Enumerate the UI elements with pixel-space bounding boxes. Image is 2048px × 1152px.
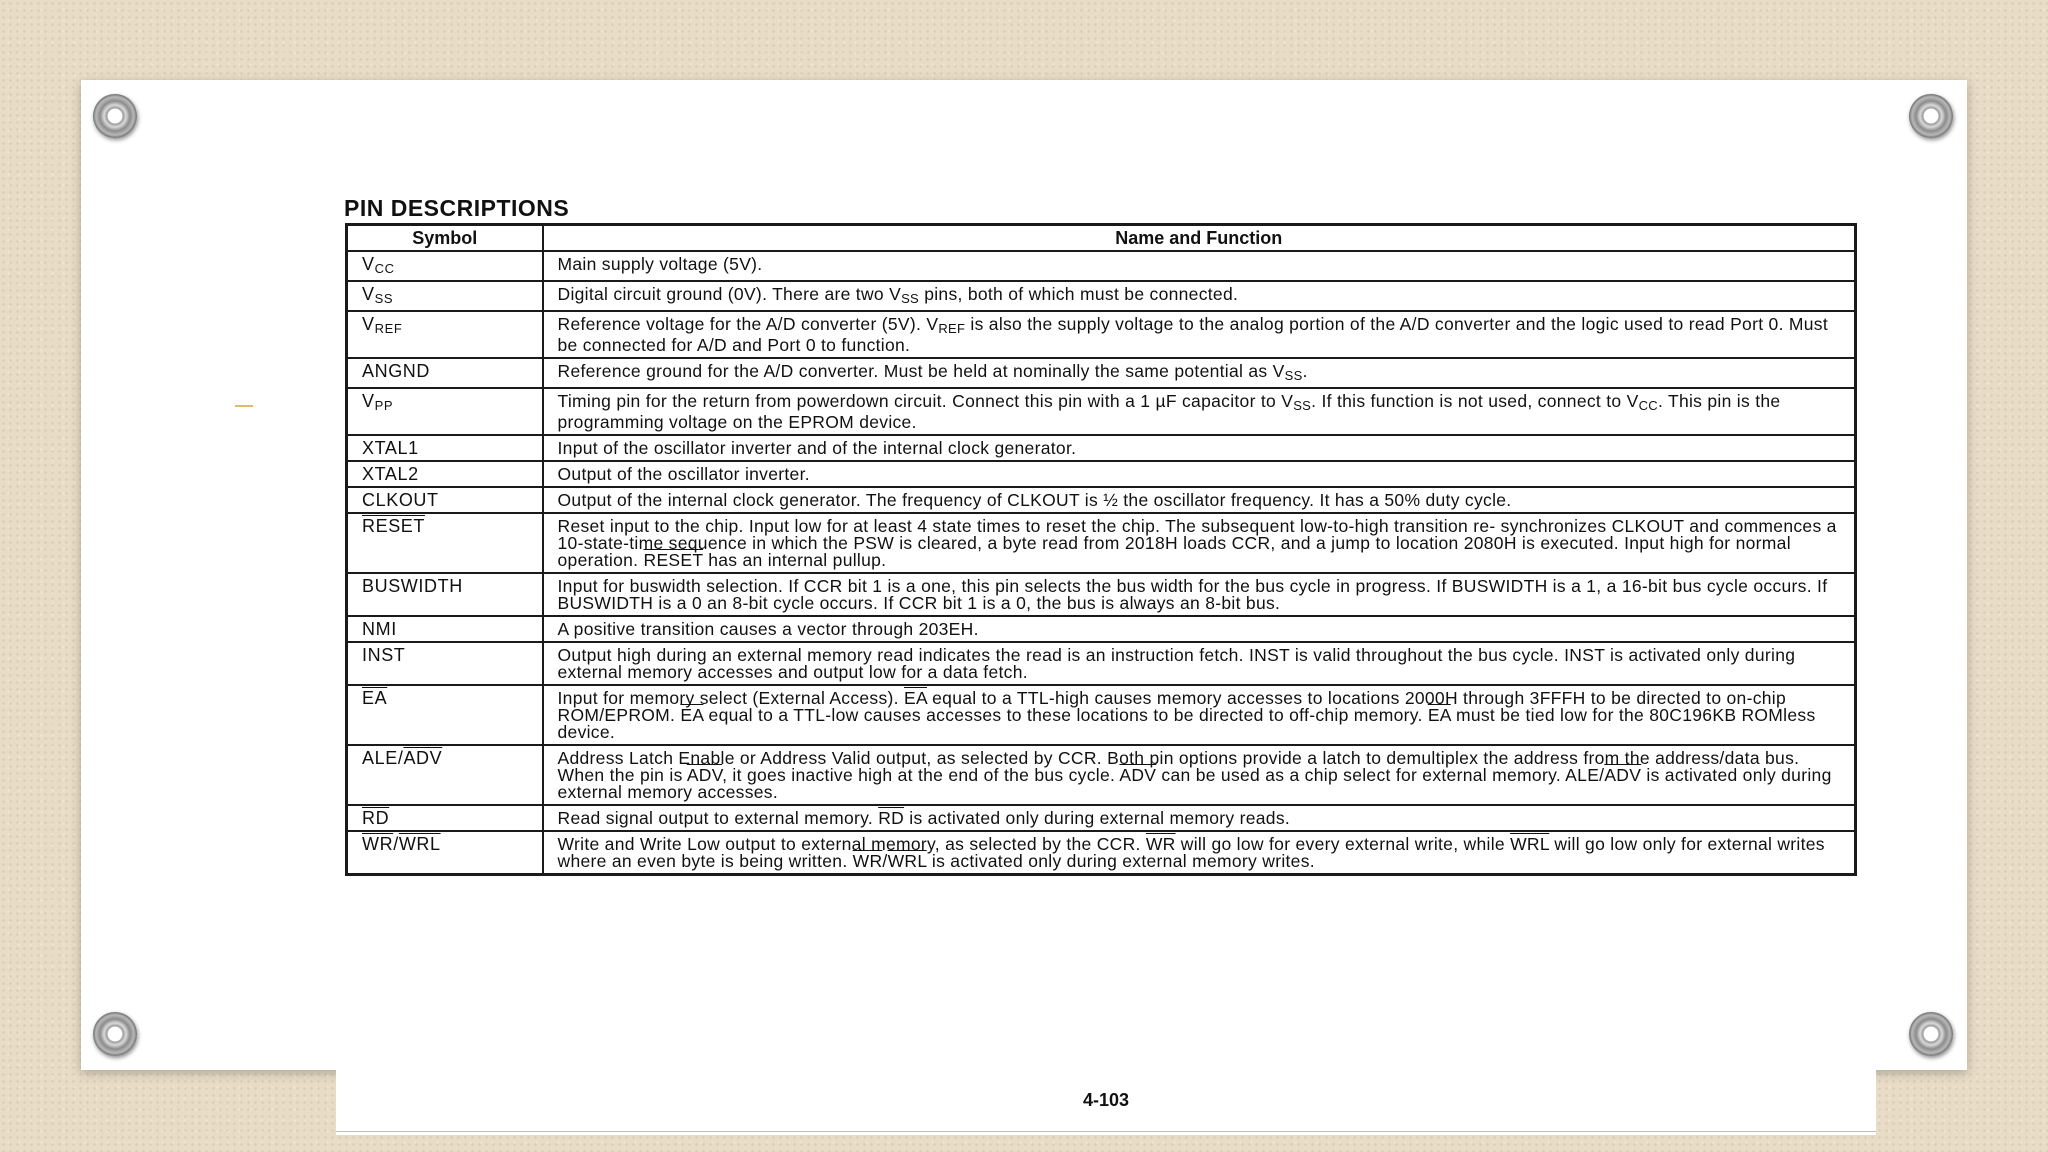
- pin-function-cell-segment: /: [882, 851, 888, 871]
- pin-function-cell-segment: Address Latch Enable or Address Valid output, as selected by CCR. Both pin options provide a latch to demultiplex the address from the address/data bus. When the pin is: [557, 748, 1800, 785]
- pin-function-cell-segment: equal to a TTL-low causes accesses to these locations to be directed to off-chip memory.: [703, 705, 1428, 725]
- pin-function-cell-segment: Digital circuit ground (0V). There are two V: [557, 284, 902, 304]
- pin-symbol-cell-segment: V: [362, 284, 375, 304]
- pin-function-cell: [543, 616, 1856, 642]
- pin-symbol-cell-segment: PP: [374, 398, 394, 413]
- pin-symbol-cell: [347, 513, 543, 573]
- pin-function-cell: [543, 435, 1856, 461]
- column-header-symbol: Symbol: [347, 225, 543, 252]
- pin-function-cell: [543, 642, 1856, 685]
- table-row: [347, 311, 1856, 358]
- pin-symbol-cell-segment: ANGND: [362, 361, 431, 381]
- pin-function-cell-segment: $\overline{ADV}$: [686, 765, 723, 785]
- pin-function-cell-segment: Output high during an external memory read indicates the read is an instruction fetch. INST is valid throughout the bus cycle. INST is activated only during external memory accesses and output low for a data fetch.: [557, 645, 1796, 682]
- pin-function-cell-segment: must be tied low for the 80C196KB ROMless device.: [557, 705, 1816, 742]
- pin-symbol-cell: [347, 685, 543, 745]
- pin-symbol-cell-segment: V: [362, 314, 375, 334]
- pin-symbol-cell: [347, 745, 543, 805]
- pin-symbol-cell: [347, 487, 543, 513]
- pin-function-cell-segment: Input for buswidth selection. If CCR bit 1 is a one, this pin selects the bus width for the bus cycle in progress. If BUSWIDTH is a 1, a 16-bit bus cycle occurs. If BUSWIDTH is a 0 an 8-bit cycle occurs. If CCR bit 1 is a 0, the bus is always an 8-bit bus.: [557, 576, 1828, 613]
- pin-symbol-cell: [347, 251, 543, 281]
- table-row: [347, 487, 1856, 513]
- pin-function-cell-segment: Reference ground for the A/D converter. Must be held at nominally the same potential as V: [557, 361, 1285, 381]
- pin-function-cell-segment: $\overline{EA}$: [680, 705, 704, 725]
- table-row: [347, 573, 1856, 616]
- pin-symbol-cell: [347, 435, 543, 461]
- pin-function-cell-segment: . If this function is not used, connect to V: [1311, 391, 1639, 411]
- pin-descriptions-table: [345, 223, 1857, 876]
- pin-function-cell-segment: Reference voltage for the A/D converter (5V). V: [557, 314, 939, 334]
- pin-function-cell-segment: is activated only during external memory accesses.: [557, 765, 1832, 802]
- pin-symbol-cell-segment: CLKOUT: [362, 490, 439, 510]
- pin-symbol-cell: [347, 831, 543, 875]
- pin-function-cell: [543, 831, 1856, 875]
- pin-function-cell-segment: Input for memory select (External Access).: [557, 688, 904, 708]
- pin-function-cell-segment: will go low only for external writes where an even byte is being written.: [557, 834, 1825, 871]
- page-number: 4-103: [1082, 1090, 1130, 1110]
- pin-function-cell-segment: $\overline{EA}$: [904, 688, 927, 708]
- pin-function-cell-segment: $\overline{EA}$: [1427, 705, 1451, 725]
- pin-function-cell-segment: $\overline{WR}$: [852, 851, 883, 871]
- pin-function-cell-segment: Timing pin for the return from powerdown circuit. Connect this pin with a 1 µF capacitor to V: [557, 391, 1294, 411]
- pin-function-cell: [543, 281, 1856, 311]
- table-row: [347, 513, 1856, 573]
- pin-symbol-cell: [347, 805, 543, 831]
- table-row: [347, 251, 1856, 281]
- pin-symbol-cell-segment: RESET: [362, 516, 426, 536]
- pin-function-cell-segment: will go low for every external write, while: [1175, 834, 1511, 854]
- pin-function-cell-segment: .: [1302, 361, 1308, 381]
- pin-function-cell-segment: $\overline{WR}$: [1145, 834, 1176, 854]
- table-row: [347, 358, 1856, 388]
- pin-function-cell-segment: $\overline{ADV}$: [1119, 765, 1157, 785]
- left-accent-tick: [235, 405, 253, 407]
- pin-function-cell: [543, 487, 1856, 513]
- table-row: [347, 831, 1856, 875]
- pin-function-cell-segment: RESET: [643, 550, 704, 570]
- pin-function-cell: [543, 685, 1856, 745]
- pin-function-cell-segment: CC: [1638, 398, 1658, 413]
- pin-symbol-cell-segment: SS: [374, 291, 394, 306]
- pin-function-cell-segment: is activated only during external memory reads.: [904, 808, 1291, 828]
- pin-symbol-cell-segment: INST: [362, 645, 406, 665]
- pin-symbol-cell-segment: V: [362, 391, 375, 411]
- pin-symbol-cell: [347, 281, 543, 311]
- pin-function-cell-segment: Input of the oscillator inverter and of the internal clock generator.: [557, 438, 1077, 458]
- rivet-top-right-icon: [1909, 94, 1953, 138]
- scanned-document: [336, 185, 1876, 1135]
- table-row: [347, 642, 1856, 685]
- pin-symbol-cell-segment: $\overline{ADV}$: [403, 748, 443, 768]
- pin-function-cell-segment: $\overline{RD}$: [878, 808, 905, 828]
- table-row: [347, 281, 1856, 311]
- pin-function-cell-segment: SS: [901, 291, 920, 306]
- pin-function-cell-segment: is activated only during external memory writes.: [926, 851, 1315, 871]
- pin-function-cell: [543, 513, 1856, 573]
- pin-symbol-cell-segment: $\overline{EA}$: [362, 688, 388, 708]
- table-row: [347, 461, 1856, 487]
- pin-symbol-cell-segment: /: [393, 834, 399, 854]
- pin-symbol-cell: [347, 388, 543, 435]
- pin-symbol-cell-segment: REF: [374, 321, 403, 336]
- pin-function-cell: [543, 805, 1856, 831]
- rivet-bottom-left-icon: [93, 1012, 137, 1056]
- slide-frame: [81, 80, 1967, 1110]
- pin-symbol-cell-segment: V: [362, 254, 375, 274]
- pin-symbol-cell: [347, 461, 543, 487]
- bottom-rule: [336, 1131, 1876, 1132]
- pin-function-cell-segment: is also the supply voltage to the analog portion of the A/D converter and the logic used to read Port 0. Must be connected for A/D and Port 0 to function.: [557, 314, 1829, 355]
- pin-function-cell-segment: SS: [1293, 398, 1312, 413]
- table-row: [347, 805, 1856, 831]
- pin-function-cell-segment: $\overline{WRL}$: [1510, 834, 1550, 854]
- pin-symbol-cell-segment: CC: [374, 261, 395, 276]
- pin-symbol-cell-segment: $\overline{RD}$: [362, 808, 390, 828]
- pin-function-cell-segment: SS: [1284, 368, 1303, 383]
- pin-function-cell-segment: can be used as a chip select for external memory. ALE/: [1156, 765, 1605, 785]
- rivet-top-left-icon: [93, 94, 137, 138]
- pin-symbol-cell-segment: BUSWIDTH: [362, 576, 463, 596]
- pin-function-cell: [543, 358, 1856, 388]
- pin-function-cell-segment: Reset input to the chip. Input low for at least 4 state times to reset the chip. The subsequent low-to-high transition re- synchronizes CLKOUT and commences a 10-state-time sequence in which the PSW is cleared, a byte read from 2018H loads CCR, and a jump to location 2080H is executed. Input high for normal operation.: [557, 516, 1837, 570]
- pin-symbol-cell: [347, 311, 543, 358]
- table-row: [347, 685, 1856, 745]
- rivet-bottom-right-icon: [1909, 1012, 1953, 1056]
- pin-function-cell-segment: , it goes inactive high at the end of the bus cycle.: [722, 765, 1120, 785]
- pin-symbol-cell-segment: XTAL2: [362, 464, 419, 484]
- pin-symbol-cell: [347, 358, 543, 388]
- table-row: [347, 616, 1856, 642]
- pin-function-cell: [543, 573, 1856, 616]
- pin-function-cell-segment: $\overline{ADV}$: [1604, 765, 1642, 785]
- pin-function-cell-segment: $\overline{WRL}$: [887, 851, 927, 871]
- table-row: [347, 745, 1856, 805]
- pin-symbol-cell: [347, 616, 543, 642]
- pin-function-cell-segment: Read signal output to external memory.: [557, 808, 879, 828]
- table-row: [347, 388, 1856, 435]
- table-row: [347, 435, 1856, 461]
- pin-function-cell-segment: Write and Write Low output to external memory, as selected by the CCR.: [557, 834, 1146, 854]
- pin-function-cell-segment: Main supply voltage (5V).: [557, 254, 763, 274]
- pin-symbol-cell-segment: NMI: [362, 619, 397, 639]
- pin-symbol-cell-segment: $\overline{WR}$: [362, 834, 394, 854]
- pin-function-cell-segment: Output of the internal clock generator. The frequency of CLKOUT is ½ the oscillator frequency. It has a 50% duty cycle.: [557, 490, 1512, 510]
- pin-symbol-cell-segment: ALE/: [362, 748, 404, 768]
- pin-symbol-cell-segment: $\overline{WRL}$: [398, 834, 441, 854]
- pin-function-cell: [543, 388, 1856, 435]
- pin-function-cell: [543, 311, 1856, 358]
- pin-function-cell: [543, 461, 1856, 487]
- table-header-row: [347, 225, 1856, 252]
- pin-function-cell-segment: pins, both of which must be connected.: [919, 284, 1239, 304]
- pin-function-cell-segment: . This pin is the programming voltage on the EPROM device.: [557, 391, 1781, 432]
- table-body: [347, 251, 1856, 875]
- pin-function-cell: [543, 745, 1856, 805]
- page-title: PIN DESCRIPTIONS: [344, 195, 570, 221]
- pin-function-cell-segment: has an internal pullup.: [703, 550, 887, 570]
- pin-symbol-cell-segment: XTAL1: [362, 438, 419, 458]
- pin-function-cell-segment: REF: [938, 321, 966, 336]
- pin-symbol-cell: [347, 642, 543, 685]
- column-header-function: Name and Function: [543, 225, 1856, 252]
- pin-symbol-cell: [347, 573, 543, 616]
- pin-function-cell-segment: A positive transition causes a vector through 203EH.: [557, 619, 979, 639]
- pin-function-cell-segment: Output of the oscillator inverter.: [557, 464, 810, 484]
- pin-function-cell: [543, 251, 1856, 281]
- pin-function-cell-segment: equal to a TTL-high causes memory accesses to locations 2000H through 3FFFH to be directed to on-chip ROM/EPROM.: [557, 688, 1787, 725]
